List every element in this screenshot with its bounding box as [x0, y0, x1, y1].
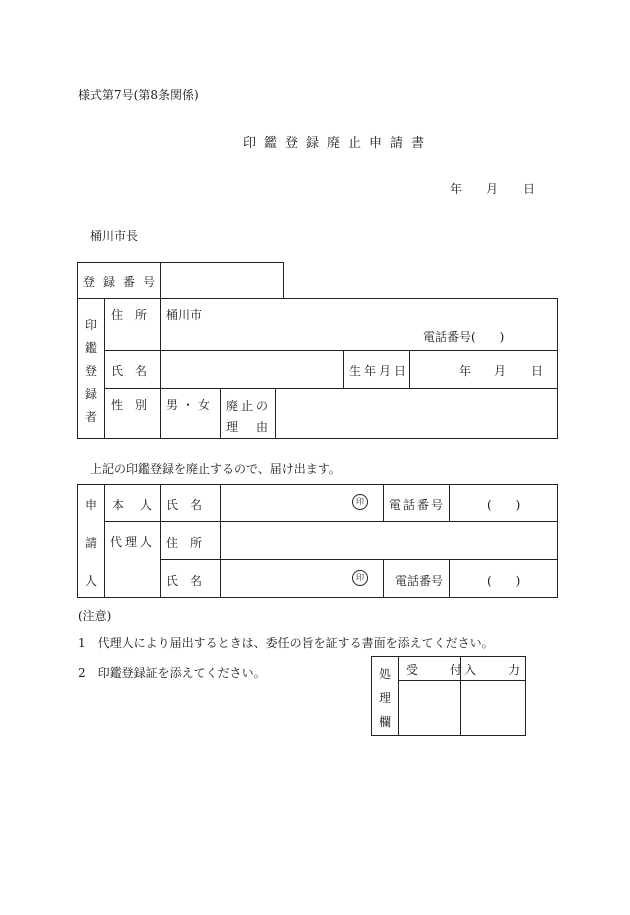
- applicant-label-3: 人: [85, 574, 98, 588]
- processing-label-2: 理: [379, 691, 392, 705]
- registrant-name-field[interactable]: [162, 352, 341, 386]
- form-number: 様式第7号(第8条関係): [78, 88, 199, 102]
- date-year: 年: [450, 182, 463, 196]
- registrant-label-4: 録: [85, 387, 98, 401]
- seal-mark-icon: 印: [352, 494, 368, 510]
- reg-number-field[interactable]: [162, 264, 282, 297]
- sex-label: 性 別: [111, 398, 148, 412]
- birth-year: 年: [459, 364, 472, 378]
- date-month: 月: [486, 182, 499, 196]
- reason-field[interactable]: [277, 390, 556, 437]
- self-name-label: 氏 名: [166, 498, 203, 512]
- registrant-phone-label: 電話番号( ): [423, 330, 505, 344]
- reason-label-2: 理 由: [226, 420, 272, 434]
- registrant-label-2: 鑑: [85, 341, 98, 355]
- self-phone-paren[interactable]: ( ): [487, 498, 521, 512]
- birth-day: 日: [531, 364, 544, 378]
- proxy-phone-label: 電話番号: [395, 574, 444, 588]
- birth-label: 生年月日: [349, 364, 410, 378]
- reason-label-1: 廃止の: [226, 399, 272, 413]
- birth-month: 月: [494, 364, 507, 378]
- input-label: 入 力: [464, 663, 531, 677]
- note-item: 1 代理人により届出するときは、委任の旨を証する書面を添えてください。: [78, 636, 494, 650]
- proxy-name-label: 氏 名: [166, 574, 203, 588]
- date-day: 日: [523, 182, 536, 196]
- notes-heading: (注意): [78, 609, 112, 623]
- statement: 上記の印鑑登録を廃止するので、届け出ます。: [90, 462, 341, 476]
- seal-mark-icon: 印: [352, 570, 368, 586]
- applicant-label-1: 申: [85, 498, 98, 512]
- registrant-name-label: 氏 名: [111, 364, 148, 378]
- received-label: 受 付: [406, 663, 473, 677]
- page-title: 印鑑登録廃止申請書: [243, 136, 433, 151]
- sex-value[interactable]: 男・女: [166, 398, 215, 412]
- reg-number-label: 登録番号: [83, 275, 164, 289]
- registrant-label-1: 印: [85, 318, 98, 332]
- proxy-address-label: 住 所: [166, 536, 203, 550]
- applicant-label-2: 請: [85, 536, 98, 550]
- proxy-address-field[interactable]: [222, 523, 556, 557]
- note-item: 2 印鑑登録証を添えてください。: [78, 666, 266, 680]
- proxy-label: 代理人: [110, 535, 156, 549]
- address-label: 住 所: [111, 308, 148, 322]
- processing-label-3: 欄: [379, 715, 392, 729]
- self-phone-label: 電話番号: [389, 498, 446, 512]
- registrant-label-3: 登: [85, 364, 98, 378]
- address-value[interactable]: 桶川市: [166, 308, 203, 322]
- self-label: 本人: [112, 498, 169, 512]
- processing-label-1: 処: [379, 667, 392, 681]
- registrant-label-5: 者: [85, 410, 98, 424]
- proxy-phone-paren[interactable]: ( ): [487, 574, 521, 588]
- addressee: 桶川市長: [90, 229, 139, 243]
